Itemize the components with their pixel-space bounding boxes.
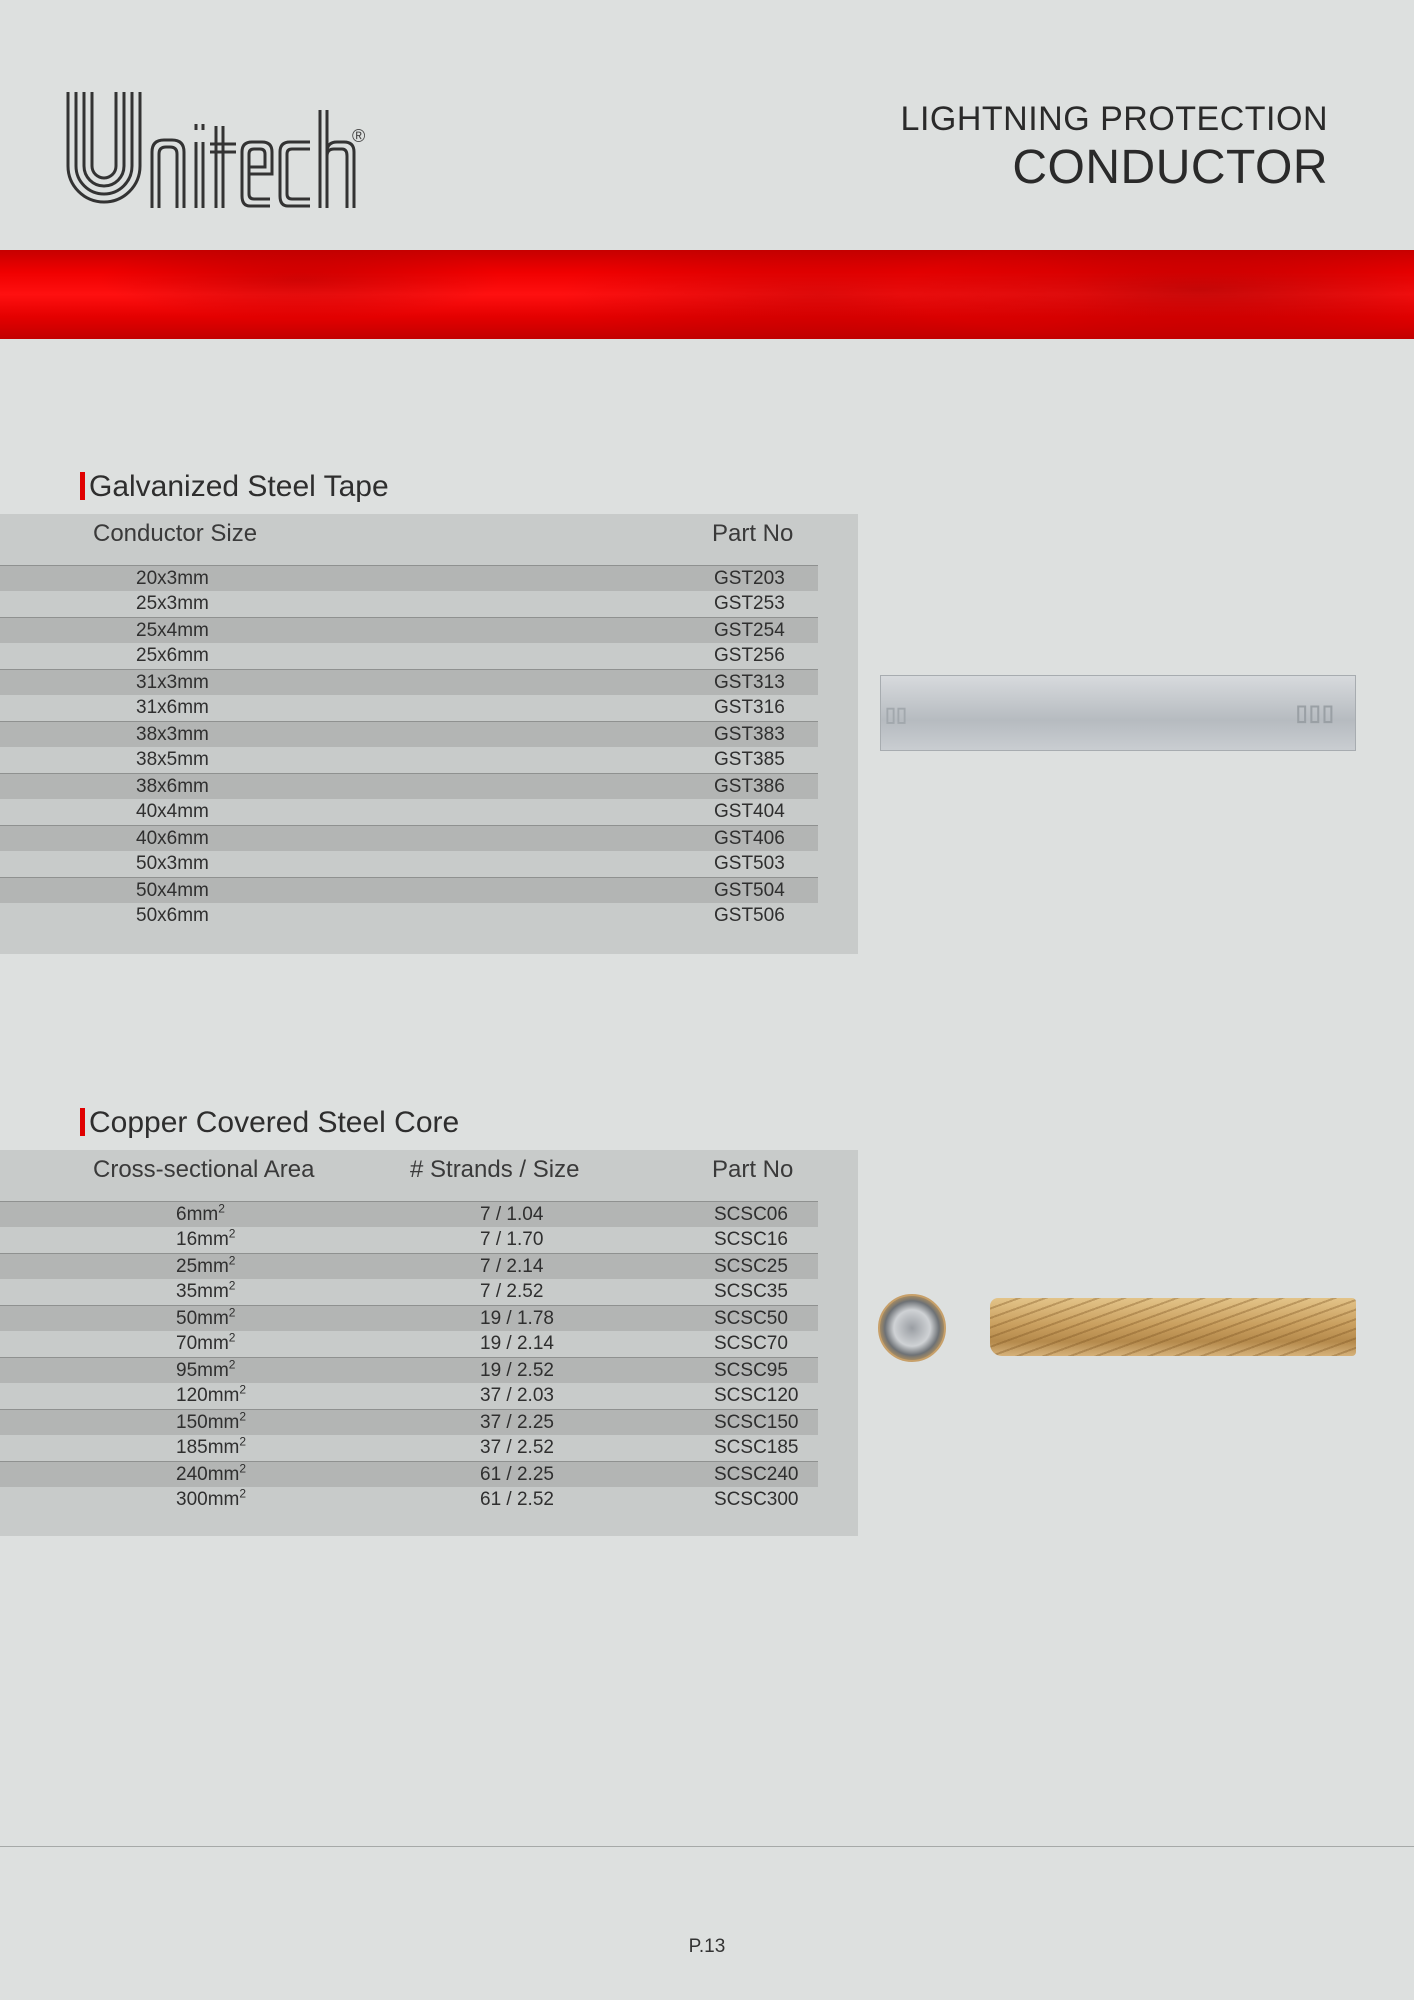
table-cell: GST504 [714, 880, 785, 901]
unit-superscript: 2 [228, 1330, 236, 1345]
table-row [0, 1357, 818, 1383]
table-cell: 38x6mm [136, 776, 209, 797]
table-cell: 50x3mm [136, 853, 209, 874]
table-cell: 25x4mm [136, 620, 209, 641]
table-cell [176, 1410, 246, 1436]
page-title: CONDUCTOR [1012, 141, 1328, 194]
table-row [0, 695, 818, 721]
table-cell: SCSC120 [714, 1385, 799, 1406]
unit-superscript: 2 [239, 1409, 247, 1424]
table-cell: SCSC50 [714, 1308, 788, 1329]
column-header-size: Conductor Size [93, 520, 258, 547]
unit-superscript: 2 [228, 1226, 236, 1241]
table-cell: GST404 [714, 801, 785, 822]
area-value: 70mm [176, 1333, 229, 1354]
section-title-text: Copper Covered Steel Core [89, 1106, 460, 1139]
table-cell: 40x6mm [136, 828, 209, 849]
table-cell: SCSC300 [714, 1489, 799, 1510]
area-value: 50mm [176, 1308, 229, 1329]
table-cell [176, 1331, 235, 1357]
area-value: 25mm [176, 1256, 229, 1277]
unit-superscript: 2 [228, 1278, 236, 1293]
table-cell: 37 / 2.03 [480, 1385, 554, 1406]
table-cell: 40x4mm [136, 801, 209, 822]
copper-core-table [0, 1150, 858, 1536]
table-row [0, 1435, 818, 1461]
area-value: 95mm [176, 1360, 229, 1381]
table-cell [176, 1487, 246, 1513]
table-row [0, 877, 818, 903]
table-cell: 19 / 2.52 [480, 1360, 554, 1381]
unit-superscript: 2 [239, 1434, 247, 1449]
table-row [0, 1279, 818, 1305]
unit-superscript: 2 [218, 1201, 225, 1216]
table-cell: SCSC70 [714, 1333, 788, 1354]
table-cell: 19 / 1.78 [480, 1308, 554, 1329]
copper-cable-photo [990, 1298, 1356, 1356]
table-row [0, 565, 818, 591]
table-cell: GST503 [714, 853, 785, 874]
table-row [0, 1253, 818, 1279]
table-cell: SCSC35 [714, 1281, 788, 1302]
table-cell: 61 / 2.52 [480, 1489, 554, 1510]
table-cell: GST256 [714, 645, 785, 666]
area-value: 150mm [176, 1412, 240, 1433]
table-cell: GST316 [714, 697, 785, 718]
table-row [0, 643, 818, 669]
table-cell: SCSC95 [714, 1360, 788, 1381]
table-cell [176, 1227, 235, 1253]
area-value: 185mm [176, 1437, 240, 1458]
cable-cross-section-photo [878, 1294, 946, 1362]
table-cell: SCSC16 [714, 1229, 788, 1250]
page-title-top: LIGHTNING PROTECTION [900, 100, 1328, 138]
table-row [0, 1201, 818, 1227]
area-value: 6mm [176, 1204, 219, 1225]
column-header-part: Part No [712, 520, 794, 547]
area-value: 120mm [176, 1385, 240, 1406]
table-cell: GST406 [714, 828, 785, 849]
table-cell [176, 1383, 246, 1409]
table-row [0, 591, 818, 617]
table-cell: 19 / 2.14 [480, 1333, 554, 1354]
column-header-part: Part No [712, 1156, 794, 1183]
section-marker [80, 1108, 85, 1136]
column-header-strands: # Strands / Size [410, 1156, 580, 1183]
table-cell [176, 1202, 225, 1228]
table-row [0, 1461, 818, 1487]
section-marker [80, 472, 85, 500]
steel-tape-photo [880, 675, 1356, 751]
tape-logo-mark: ▯▯▯ [1295, 700, 1335, 725]
unit-superscript: 2 [239, 1461, 247, 1476]
table-row [0, 799, 818, 825]
table-cell: 37 / 2.52 [480, 1437, 554, 1458]
table-cell: 50x6mm [136, 905, 209, 926]
steel-tape-table [0, 514, 858, 954]
table-row [0, 825, 818, 851]
table-row [0, 1305, 818, 1331]
table-cell: 7 / 2.14 [480, 1256, 544, 1277]
table-cell: 7 / 1.04 [480, 1204, 544, 1225]
table-cell: 31x3mm [136, 672, 209, 693]
header-banner [0, 250, 1414, 339]
unit-superscript: 2 [239, 1486, 247, 1501]
table-cell: 61 / 2.25 [480, 1464, 554, 1485]
area-value: 35mm [176, 1281, 229, 1302]
registered-mark: ® [352, 126, 366, 146]
table-cell: 20x3mm [136, 568, 209, 589]
table-cell [176, 1279, 235, 1305]
table-row [0, 747, 818, 773]
table-cell: GST506 [714, 905, 785, 926]
unitech-logo [64, 86, 384, 216]
table-cell [176, 1306, 235, 1332]
table-cell: GST254 [714, 620, 785, 641]
area-value: 240mm [176, 1464, 240, 1485]
table-cell [176, 1358, 235, 1384]
table-row [0, 721, 818, 747]
table-row [0, 669, 818, 695]
unit-superscript: 2 [228, 1305, 236, 1320]
table-row [0, 903, 818, 929]
table-row [0, 851, 818, 877]
table-row [0, 1227, 818, 1253]
table-row [0, 773, 818, 799]
column-header-area: Cross-sectional Area [93, 1156, 315, 1183]
table-cell: SCSC06 [714, 1204, 788, 1225]
copper-core-rows [0, 1201, 818, 1513]
unit-superscript: 2 [228, 1253, 236, 1268]
table-row [0, 1409, 818, 1435]
table-cell: 7 / 2.52 [480, 1281, 544, 1302]
table-cell: GST253 [714, 593, 785, 614]
table-cell: 37 / 2.25 [480, 1412, 554, 1433]
table-row [0, 1383, 818, 1409]
table-cell: GST385 [714, 749, 785, 770]
table-cell [176, 1435, 246, 1461]
table-cell: 25x6mm [136, 645, 209, 666]
page-number: P.13 [688, 1936, 726, 1957]
table-cell: SCSC185 [714, 1437, 799, 1458]
table-cell: SCSC240 [714, 1464, 799, 1485]
unit-superscript: 2 [239, 1382, 247, 1397]
table-cell: SCSC150 [714, 1412, 799, 1433]
section-title-steel-tape [80, 470, 389, 504]
unit-superscript: 2 [228, 1357, 236, 1372]
area-value: 16mm [176, 1229, 229, 1250]
table-cell [176, 1254, 235, 1280]
table-cell: 38x5mm [136, 749, 209, 770]
table-cell: GST313 [714, 672, 785, 693]
tape-logo-mark: ▯▯ [885, 704, 908, 726]
section-title-text: Galvanized Steel Tape [89, 470, 389, 503]
table-cell: 50x4mm [136, 880, 209, 901]
table-cell: GST386 [714, 776, 785, 797]
table-row [0, 1331, 818, 1357]
footer-divider [0, 1846, 1414, 1847]
table-cell: 7 / 1.70 [480, 1229, 544, 1250]
table-row [0, 1487, 818, 1513]
table-cell: GST383 [714, 724, 785, 745]
table-cell: 38x3mm [136, 724, 209, 745]
table-cell: 25x3mm [136, 593, 209, 614]
table-cell: GST203 [714, 568, 785, 589]
table-cell [176, 1462, 246, 1488]
area-value: 300mm [176, 1489, 240, 1510]
table-row [0, 617, 818, 643]
section-title-copper-core [80, 1106, 459, 1140]
table-cell: 31x6mm [136, 697, 209, 718]
table-cell: SCSC25 [714, 1256, 788, 1277]
steel-tape-rows [0, 565, 818, 929]
